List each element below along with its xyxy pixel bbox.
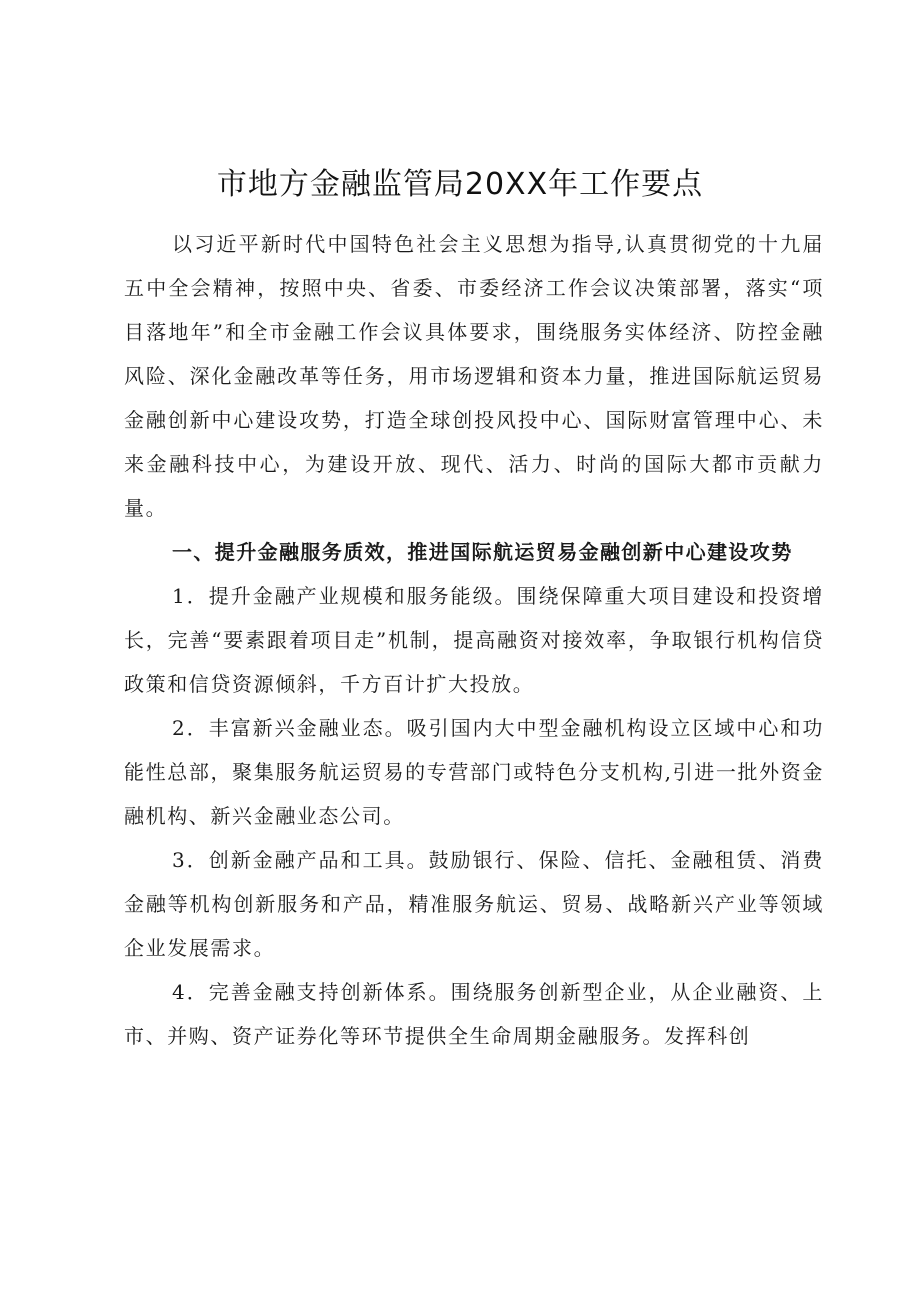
document-title: 市地方金融监管局20XX年工作要点 [216, 167, 704, 202]
list-item: 2．丰富新兴金融业态。吸引国内大中型金融机构设立区域中心和功能性总部，聚集服务航运贸易的专营部门或特色分支机构,引进一批外资金融机构、新兴金融业态公司。 [124, 716, 824, 828]
section-heading: 一、提升金融服务质效，推进国际航运贸易金融创新中心建设攻势 [172, 540, 793, 564]
list-item: 3．创新金融产品和工具。鼓励银行、保险、信托、金融租赁、消费金融等机构创新服务和产品，精准服务航运、贸易、战略新兴产业等领域企业发展需求。 [124, 848, 824, 960]
list-item: 4．完善金融支持创新体系。围绕服务创新型企业，从企业融资、上市、并购、资产证券化等环节提供全生命周期金融服务。发挥科创 [124, 980, 824, 1048]
intro-paragraph: 以习近平新时代中国特色社会主义思想为指导,认真贯彻党的十九届五中全会精神，按照中央、省委、市委经济工作会议决策部署，落实“项目落地年”和全市金融工作会议具体要求，围绕服务实体经济、防控金融风险、深化金融改革等任务，用市场逻辑和资本力量，推进国际航运贸易金融创新中心建设攻势，打造全球创投风投中心、国际财富管理中心、未来金融科技中心，为建设开放、现代、活力、时尚的国际大都市贡献力量。 [124, 232, 824, 520]
document-body [124, 222, 824, 1058]
list-item: 1．提升金融产业规模和服务能级。围绕保障重大项目建设和投资增长，完善“要素跟着项目走”机制，提高融资对接效率，争取银行机构信贷政策和信贷资源倾斜，千方百计扩大投放。 [124, 584, 824, 696]
